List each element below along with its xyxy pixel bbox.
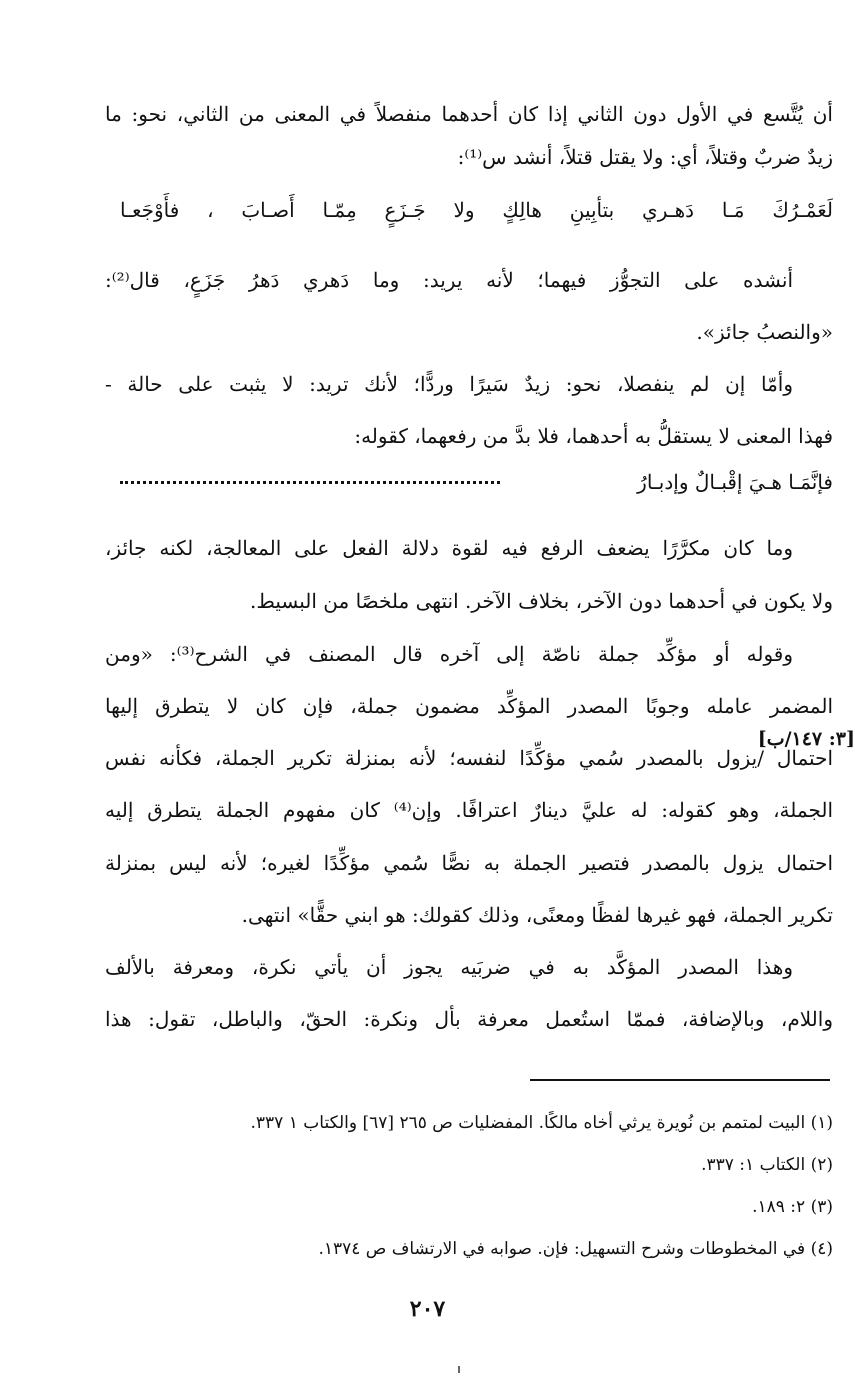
body-line-10: ولا يكون في أحدهما دون الآخر، بخلاف الآخر. انتهى ملخصًا من البسيط. [250,589,833,613]
body-line-13: احتمال /يزول بالمصدر سُمي مؤكِّدًا لنفسه؛ لأنه بمنزلة تكرير الجملة، فكأنه نفس [105,746,833,770]
body-line-9: وما كان مكرَّرًا يضعف الرفع فيه لقوة دلالة الفعل على المعالجة، لكنه جائز، [105,536,793,560]
body-line-11: وقوله أو مؤكِّد جملة ناصّة إلى آخره قال المصنف في الشرح⁽³⁾: «ومن [105,642,793,666]
body-line-14: الجملة، وهو كقوله: له عليَّ دينارٌ اعترافًا. وإن⁽⁴⁾ كان مفهوم الجملة يتطرق إليه [105,798,833,822]
half-verse-line [120,465,833,505]
body-line-5: «والنصبُ جائز». [696,320,833,344]
margin-manuscript-reference: [٣: ١٤٧/ب] [757,728,855,750]
dotted-leader [120,481,500,484]
body-line-2: زيدٌ ضربٌ وقتلاً، أي: ولا يقتل قتلاً، أنشد س⁽¹⁾: [457,145,833,169]
half-verse-text: فإنَّمَـا هـيَ إقْبـالٌ وإدبـارُ [637,470,833,494]
body-line-12: المضمر عامله وجوبًا المصدر المؤكِّد مضمون جملة، فإن كان لا يتطرق إليها [105,694,833,718]
footnote-4: (٤) في المخطوطات وشرح التسهيل: فإن. صوابه في الارتشاف ص ١٣٧٤. [318,1239,833,1259]
body-line-18: واللام، وبالإضافة، فممّا استُعمل معرفة بأل ونكرة: الحقّ، والباطل، تقول: هذا [105,1007,833,1031]
body-line-17: وهذا المصدر المؤكَّد به في ضربَيه يجوز أن يأتي نكرة، ومعرفة بالألف [105,955,793,979]
body-line-15: احتمال يزول بالمصدر فتصير الجملة به نصًّا سُمي مؤكِّدًا لغيره؛ لأنه ليس بمنزلة [105,851,833,875]
footnote-separator [530,1079,830,1081]
footnote-1: (١) البيت لمتمم بن نُويرة يرثي أخاه مالكًا. المفضليات ص ٢٦٥ [٦٧] والكتاب ١ ٣٣٧. [250,1113,833,1133]
body-line-1: أن يُتَّسع في الأول دون الثاني إذا كان أحدهما منفصلاً في المعنى من الثاني، نحو: ما [105,102,833,126]
bottom-mark [458,1366,460,1373]
footnote-3: (٣) ٢: ١٨٩. [752,1197,833,1217]
verse-line: لَعَمْـرُكَ مَـا دَهـري بتأبِينِ هالِكٍ ولا جَـزَعٍ مِمّـا أَصـابَ ، فأَوْجَعـا [120,198,833,222]
body-line-6: وأمّا إن لم ينفصلا، نحو: زيدٌ سَيرًا وردًّا؛ لأنك تريد: لا يثبت على حالة - [105,372,793,396]
body-line-4: أنشده على التجوُّز فيهما؛ لأنه يريد: وما دَهري دَهرُ جَزَعٍ، قال⁽²⁾: [105,268,793,292]
body-line-7: فهذا المعنى لا يستقلُّ به أحدهما، فلا بدَّ من رفعهما، كقوله: [354,424,833,448]
page-number: ٢٠٧ [409,1296,446,1322]
body-line-16: تكرير الجملة، فهو غيرها لفظًا ومعنًى، وذلك كقولك: هو ابني حقًّا» انتهى. [241,903,833,927]
footnote-2: (٢) الكتاب ١: ٣٣٧. [701,1155,833,1175]
